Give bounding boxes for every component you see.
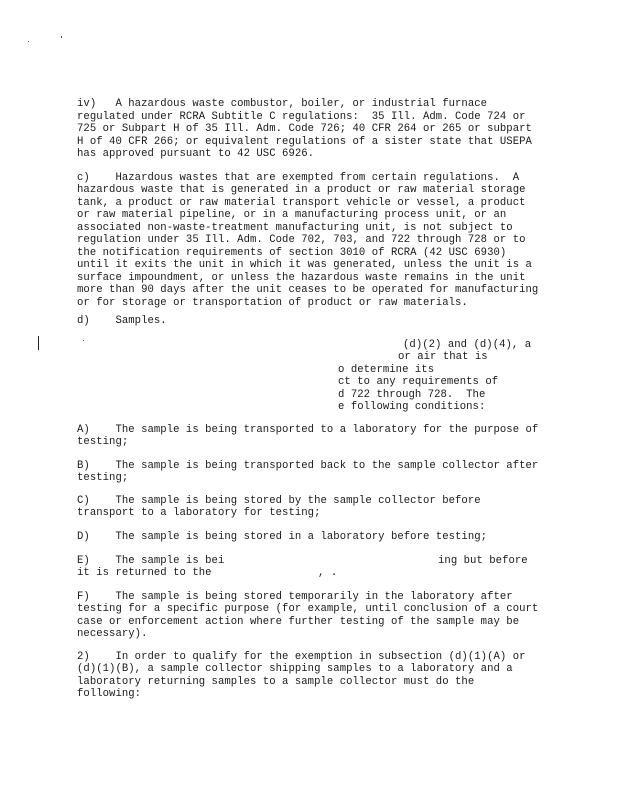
para-d1-fragment: (d)(2) and (d)(4), a — [403, 339, 532, 351]
list-item-f-line: necessary). — [77, 628, 148, 640]
list-item-f-line: testing for a specific purpose (for example, until conclusion of a court — [77, 603, 539, 615]
para-c-line: tank, a product or raw material transport vehicle or vessel, a product — [77, 197, 526, 209]
list-item-f-line: case or enforcement action where further testing of the sample may be — [77, 616, 520, 628]
list-item-b-line: testing; — [77, 472, 129, 484]
para-c-line: surface impoundment, or unless the hazardous waste remains in the unit — [77, 272, 526, 284]
para-2-line: following: — [77, 688, 142, 700]
list-item-f-line: F) The sample is being stored temporarily in the laboratory after — [77, 591, 513, 603]
para-c-line: until it exits the unit in which it was generated, unless the unit is a — [77, 259, 532, 271]
list-item-e-line: ing but before — [438, 555, 528, 567]
scan-speck — [28, 41, 29, 42]
para-c-line: regulation under 35 Ill. Adm. Code 702, 703, and 722 through 728 or to — [77, 234, 526, 246]
para-d1-fragment: ct to any requirements of — [338, 376, 499, 388]
para-d1-fragment: e following conditions: — [338, 401, 486, 413]
para-iv-line: iv) A hazardous waste combustor, boiler, or industrial furnace — [77, 98, 488, 110]
para-d-heading: d) Samples. — [77, 315, 167, 327]
para-c-line: associated non-waste-treatment manufacturing unit, is not subject to — [77, 222, 513, 234]
para-2-line: (d)(1)(B), a sample collector shipping samples to a laboratory and a — [77, 663, 513, 675]
scan-speck — [83, 340, 84, 341]
para-iv-line: regulated under RCRA Subtitle C regulations: 35 Ill. Adm. Code 724 or — [77, 111, 526, 123]
para-d1-fragment: o determine its — [338, 364, 435, 376]
para-c-line: more than 90 days after the unit ceases to be operated for manufacturing — [77, 284, 539, 296]
para-c-line: or for storage or transportation of product or raw materials. — [77, 297, 468, 309]
list-item-e-line: it is returned to the — [77, 567, 212, 579]
list-item-e-line: , . — [318, 567, 338, 579]
para-d1-fragment: d 722 through 728. The — [338, 389, 486, 401]
para-c-line: or raw material pipeline, or in a manufacturing process unit, or an — [77, 209, 507, 221]
list-item-a-line: testing; — [77, 436, 129, 448]
para-c-line: the notification requirements of section 3010 of RCRA (42 USC 6930) — [77, 247, 507, 259]
margin-mark — [38, 336, 39, 350]
para-iv-line: has approved pursuant to 42 USC 6926. — [77, 148, 315, 160]
scan-speck — [61, 36, 62, 38]
list-item-a-line: A) The sample is being transported to a laboratory for the purpose of — [77, 424, 539, 436]
para-c-line: hazardous waste that is generated in a product or raw material storage — [77, 184, 526, 196]
para-c-line: c) Hazardous wastes that are exempted from certain regulations. A — [77, 172, 520, 184]
list-item-e-line: E) The sample is bei — [77, 555, 225, 567]
list-item-c-line: transport to a laboratory for testing; — [77, 507, 321, 519]
para-2-line: 2) In order to qualify for the exemption in subsection (d)(1)(A) or — [77, 651, 526, 663]
para-d1-fragment: or air that is — [398, 351, 488, 363]
para-2-line: laboratory returning samples to a sample collector must do the — [77, 676, 475, 688]
para-iv-line: H of 40 CFR 266; or equivalent regulations of a sister state that USEPA — [77, 136, 532, 148]
para-iv-line: 725 or Subpart H of 35 Ill. Adm. Code 726; 40 CFR 264 or 265 or subpart — [77, 123, 532, 135]
list-item-d-line: D) The sample is being stored in a laboratory before testing; — [77, 531, 488, 543]
list-item-c-line: C) The sample is being stored by the sample collector before — [77, 495, 481, 507]
list-item-b-line: B) The sample is being transported back to the sample collector after — [77, 460, 539, 472]
